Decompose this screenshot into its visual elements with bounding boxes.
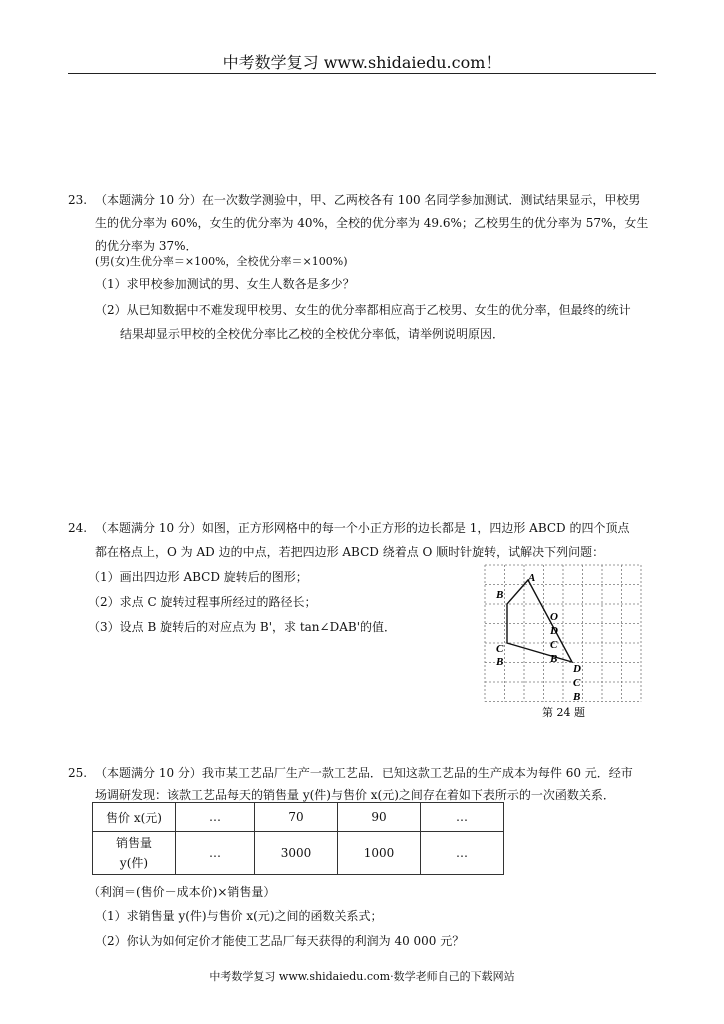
- table-row: [93, 803, 504, 832]
- table-cell: …: [176, 832, 255, 875]
- q25-line-1: （本题满分 10 分）我市某工艺品厂生产一款工艺品．已知这款工艺品的生产成本为每件 60 元．经市: [95, 766, 633, 780]
- table-cell: …: [176, 803, 255, 832]
- table-cell: 70: [255, 803, 338, 832]
- label-c-2: C: [550, 639, 558, 651]
- q23-formula: (男(女)生优分率＝×100%，全校优分率＝×100%): [95, 255, 348, 268]
- q24-grid-figure: [480, 560, 650, 720]
- page-footer: 中考数学复习 www.shidaiedu.com·数学老师自己的下载网站: [209, 970, 515, 983]
- table-header-sales-a: 销售量: [115, 836, 152, 850]
- label-c: C: [496, 643, 504, 655]
- figure-caption: 第 24 题: [542, 706, 585, 719]
- page-header-title: 中考数学复习 www.shidaiedu.com！: [222, 53, 502, 72]
- q24-part-2: （2）求点 C 旋转过程事所经过的路径长；: [88, 595, 317, 609]
- label-b-4: B: [573, 691, 581, 703]
- table-header-price: 售价 x(元): [93, 803, 176, 832]
- label-b: B: [496, 589, 504, 601]
- label-d: D: [550, 625, 558, 637]
- q24-part-3: （3）设点 B 旋转后的对应点为 B'，求 tan∠DAB'的值．: [88, 620, 396, 634]
- q23-line-1: （本题满分 10 分）在一次数学测验中，甲、乙两校各有 100 名同学参加测试．测试结果显示，甲校男: [95, 193, 641, 207]
- table-cell: 3000: [255, 832, 338, 875]
- q25-profit-note: （利润＝(售价－成本价)×销售量）: [88, 885, 276, 899]
- table-header-sales-b: y(件): [119, 856, 149, 870]
- table-cell: 90: [338, 803, 421, 832]
- q24-line-1: （本题满分 10 分）如图，正方形网格中的每一个小正方形的边长都是 1，四边形 ABCD 的四个顶点: [95, 521, 630, 535]
- q24-number: 24.: [68, 521, 88, 535]
- q25-number: 25.: [68, 766, 88, 780]
- table-cell: …: [421, 803, 504, 832]
- table-cell: …: [421, 832, 504, 875]
- label-b-3: B: [550, 653, 558, 665]
- q25-line-2: 场调研发现：该款工艺品每天的销售量 y(件)与售价 x(元)之间存在着如下表所示的一次函数关系．: [95, 788, 615, 802]
- q25-part-2: （2）你认为如何定价才能使工艺品厂每天获得的利润为 40 000 元？: [95, 934, 465, 948]
- q24-part-1: （1）画出四边形 ABCD 旋转后的图形；: [88, 570, 308, 584]
- q23-line-2: 生的优分率为 60%，女生的优分率为 40%，全校的优分率为 49.6%；乙校男生的优分率为 57%，女生: [95, 216, 649, 230]
- q23-part-2-line-2: 结果却显示甲校的全校优分率比乙校的全校优分率低，请举例说明原因．: [120, 327, 505, 341]
- header-divider: [68, 73, 656, 74]
- q23-part-2-line-1: （2）从已知数据中不难发现甲校男、女生的优分率都相应高于乙校男、女生的优分率，但最终的统计: [95, 303, 631, 317]
- label-c-3: C: [573, 677, 581, 689]
- q24-line-2: 都在格点上，O 为 AD 边的中点，若把四边形 ABCD 绕着点 O 顺时针旋转，试解决下列问题：: [95, 545, 605, 559]
- table-header-sales: [93, 832, 176, 875]
- q23-line-3: 的优分率为 37%．: [95, 239, 198, 253]
- label-d-2: D: [573, 663, 581, 675]
- label-a: A: [528, 572, 536, 584]
- label-o: O: [550, 611, 558, 623]
- table-cell: 1000: [338, 832, 421, 875]
- label-b-2: B: [496, 656, 504, 668]
- grid-lines: [485, 565, 641, 702]
- q23-part-1: （1）求甲校参加测试的男、女生人数各是多少？: [95, 277, 355, 291]
- q23-number: 23.: [68, 193, 88, 207]
- q25-part-1: （1）求销售量 y(件)与售价 x(元)之间的函数关系式；: [95, 909, 383, 923]
- quadrilateral-abcd: [507, 580, 572, 662]
- price-sales-table: [92, 802, 504, 875]
- table-row: [93, 832, 504, 875]
